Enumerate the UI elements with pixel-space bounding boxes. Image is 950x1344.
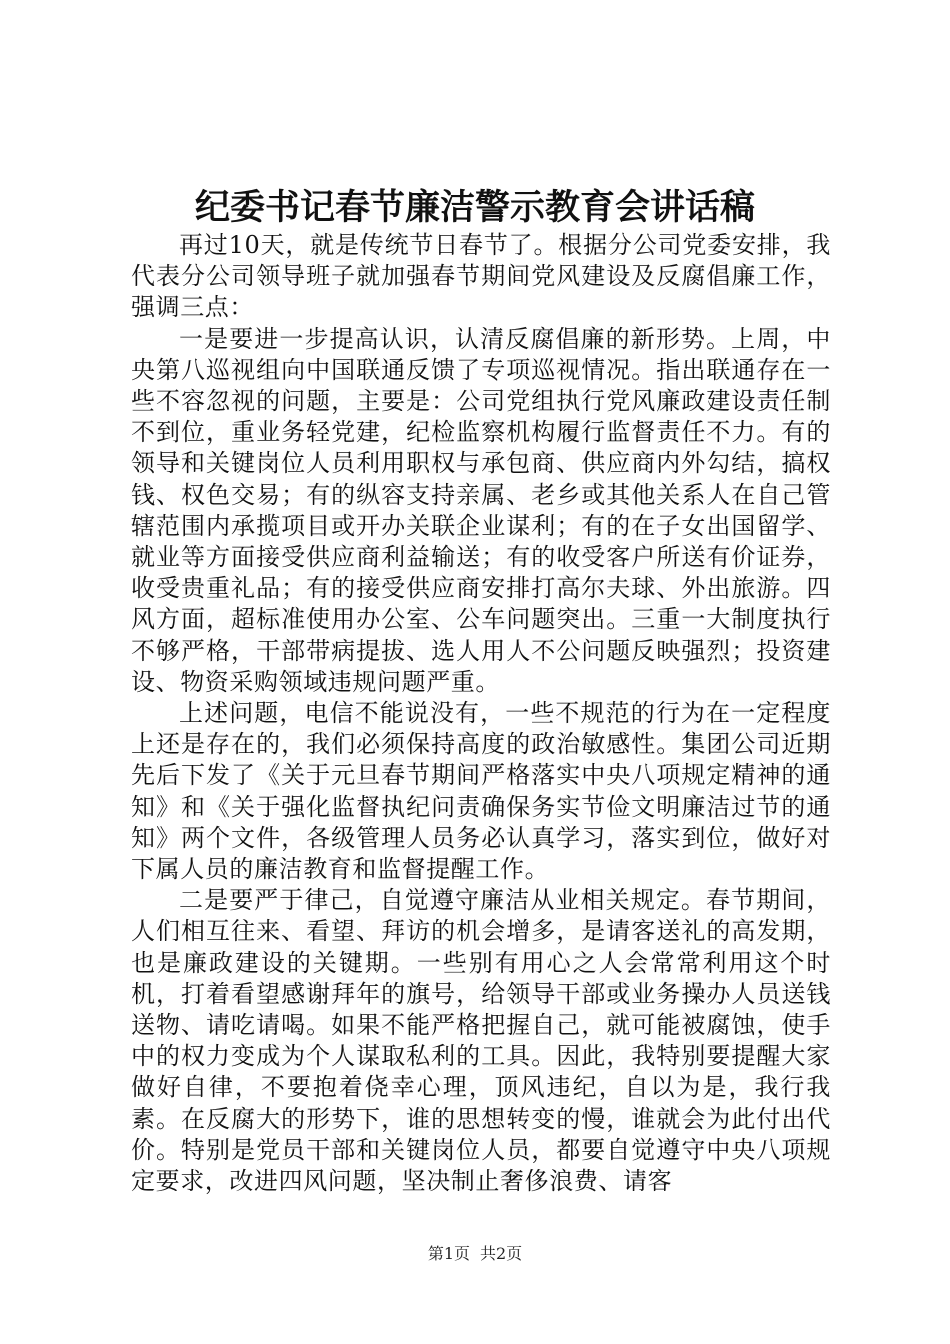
page-number: 第1页 [427,1244,470,1263]
page-total: 共2页 [480,1244,523,1263]
paragraph-issues-response: 上述问题，电信不能说没有，一些不规范的行为在一定程度上还是存在的，我们必须保持高度的政治敏感性。集团公司近期先后下发了《关于元旦春节期间严格落实中央八项规定精神的通知》和《关于强化监督执纪问责确保务实节俭文明廉洁过节的通知》两个文件，各级管理人员务必认真学习，落实到位，做好对下属人员的廉洁教育和监督提醒工作。 [131,699,831,884]
document-title: 纪委书记春节廉洁警示教育会讲话稿 [194,187,755,228]
document-body [131,230,831,1197]
page-footer [0,1243,950,1265]
paragraph-point-two: 二是要严于律己，自觉遵守廉洁从业相关规定。春节期间，人们相互往来、看望、拜访的机会增多，是请客送礼的高发期，也是廉政建设的关键期。一些别有用心之人会常常利用这个时机，打着看望感谢拜年的旗号，给领导干部或业务操办人员送钱送物、请吃请喝。如果不能严格把握自己，就可能被腐蚀，使手中的权力变成为个人谋取私利的工具。因此，我特别要提醒大家做好自律，不要抱着侥幸心理，顶风违纪，自以为是，我行我素。在反腐大的形势下，谁的思想转变的慢，谁就会为此付出代价。特别是党员干部和关键岗位人员，都要自觉遵守中央八项规定要求，改进四风问题，坚决制止奢侈浪费、请客 [131,886,831,1196]
paragraph-intro: 再过10天，就是传统节日春节了。根据分公司党委安排，我代表分公司领导班子就加强春节期间党风建设及反腐倡廉工作，强调三点： [131,231,831,322]
paragraph-point-one: 一是要进一步提高认识，认清反腐倡廉的新形势。上周，中央第八巡视组向中国联通反馈了专项巡视情况。指出联通存在一些不容忽视的问题，主要是：公司党组执行党风廉政建设责任制不到位，重业务轻党建，纪检监察机构履行监督责任不力。有的领导和关键岗位人员利用职权与承包商、供应商内外勾结，搞权钱、权色交易；有的纵容支持亲属、老乡或其他关系人在自己管辖范围内承揽项目或开办关联企业谋利；有的在子女出国留学、就业等方面接受供应商利益输送；有的收受客户所送有价证券，收受贵重礼品；有的接受供应商安排打高尔夫球、外出旅游。四风方面，超标准使用办公室、公车问题突出。三重一大制度执行不够严格，干部带病提拔、选人用人不公问题反映强烈；投资建设、物资采购领域违规问题严重。 [131,324,831,696]
